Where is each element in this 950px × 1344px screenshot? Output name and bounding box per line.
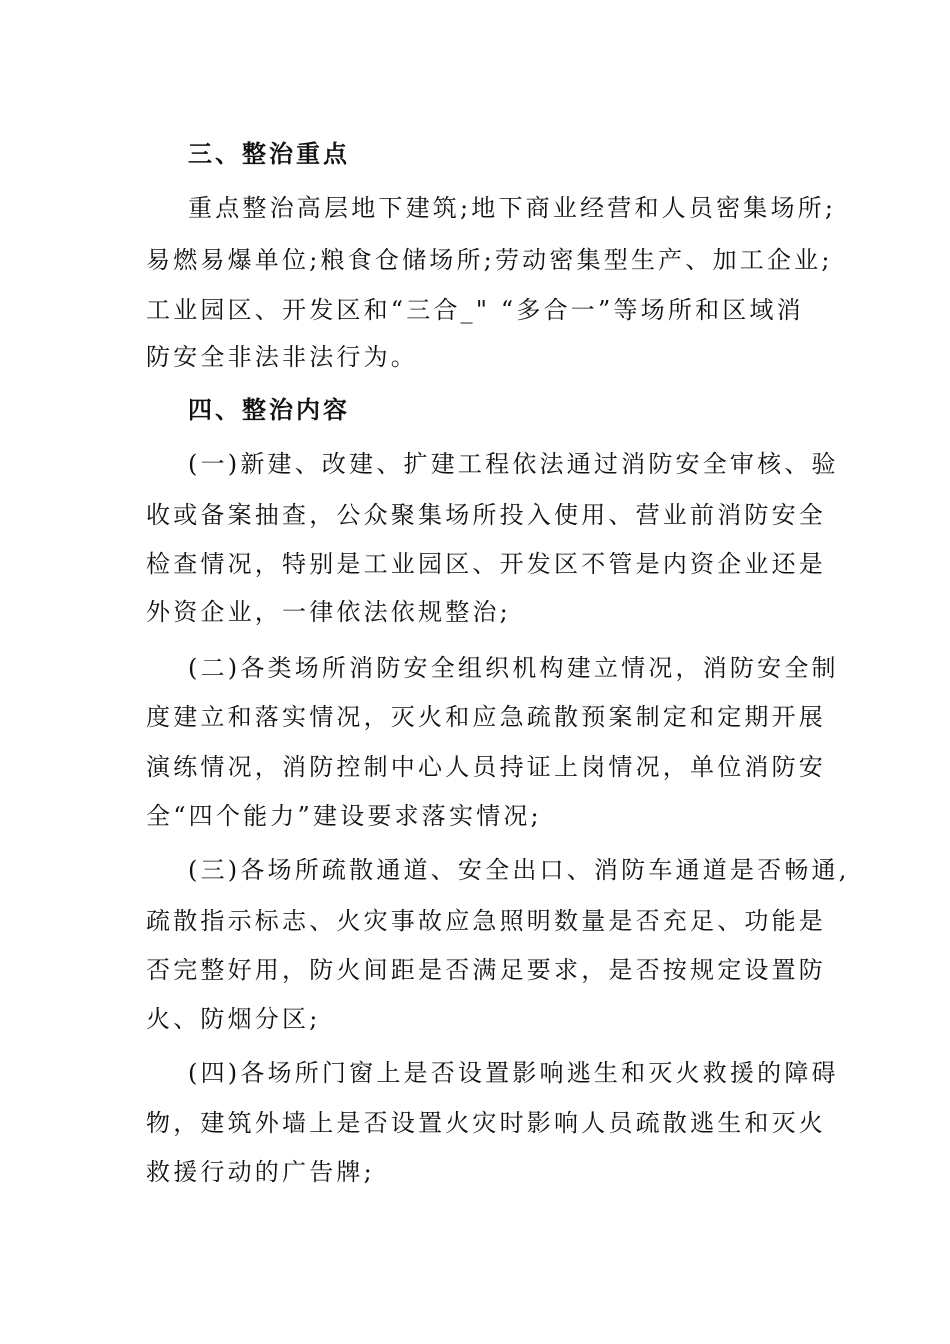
- paragraph-line: (四)各场所门窗上是否设置影响逃生和灭火救援的障碍: [188, 1059, 839, 1087]
- paragraph-line: 易燃易爆单位;粮食仓储场所;劳动密集型生产、加工企业;: [146, 246, 833, 274]
- paragraph-line: 收或备案抽查，公众聚集场所投入使用、营业前消防安全: [146, 501, 826, 529]
- paragraph-line: 火、防烟分区;: [146, 1005, 321, 1033]
- paragraph-line: 演练情况，消防控制中心人员持证上岗情况，单位消防安: [146, 753, 826, 781]
- paragraph-line: (三)各场所疏散通道、安全出口、消防车通道是否畅通,: [188, 856, 850, 884]
- paragraph-line: 度建立和落实情况，灭火和应急疏散预案制定和定期开展: [146, 703, 826, 731]
- paragraph-line: 防安全非法非法行为。: [146, 343, 418, 371]
- section-heading-4: 四、整治内容: [188, 396, 350, 424]
- paragraph-line: 工业园区、开发区和“三合_" “多合一”等场所和区域消: [146, 296, 804, 324]
- paragraph-line: 疏散指示标志、火灾事故应急照明数量是否充足、功能是: [146, 907, 826, 935]
- paragraph-line: (一)新建、改建、扩建工程依法通过消防安全审核、验: [188, 450, 839, 478]
- paragraph-line: 重点整治高层地下建筑;地下商业经营和人员密集场所;: [188, 194, 837, 222]
- section-heading-3: 三、整治重点: [188, 140, 350, 168]
- paragraph-line: 全“四个能力”建设要求落实情况;: [146, 802, 542, 830]
- paragraph-line: 否完整好用，防火间距是否满足要求，是否按规定设置防: [146, 956, 826, 984]
- paragraph-line: 检查情况，特别是工业园区、开发区不管是内资企业还是: [146, 550, 826, 578]
- paragraph-line: (二)各类场所消防安全组织机构建立情况，消防安全制: [188, 654, 839, 682]
- paragraph-line: 救援行动的广告牌;: [146, 1158, 375, 1186]
- paragraph-line: 外资企业，一律依法依规整治;: [146, 598, 511, 626]
- paragraph-line: 物，建筑外墙上是否设置火灾时影响人员疏散逃生和灭火: [146, 1109, 826, 1137]
